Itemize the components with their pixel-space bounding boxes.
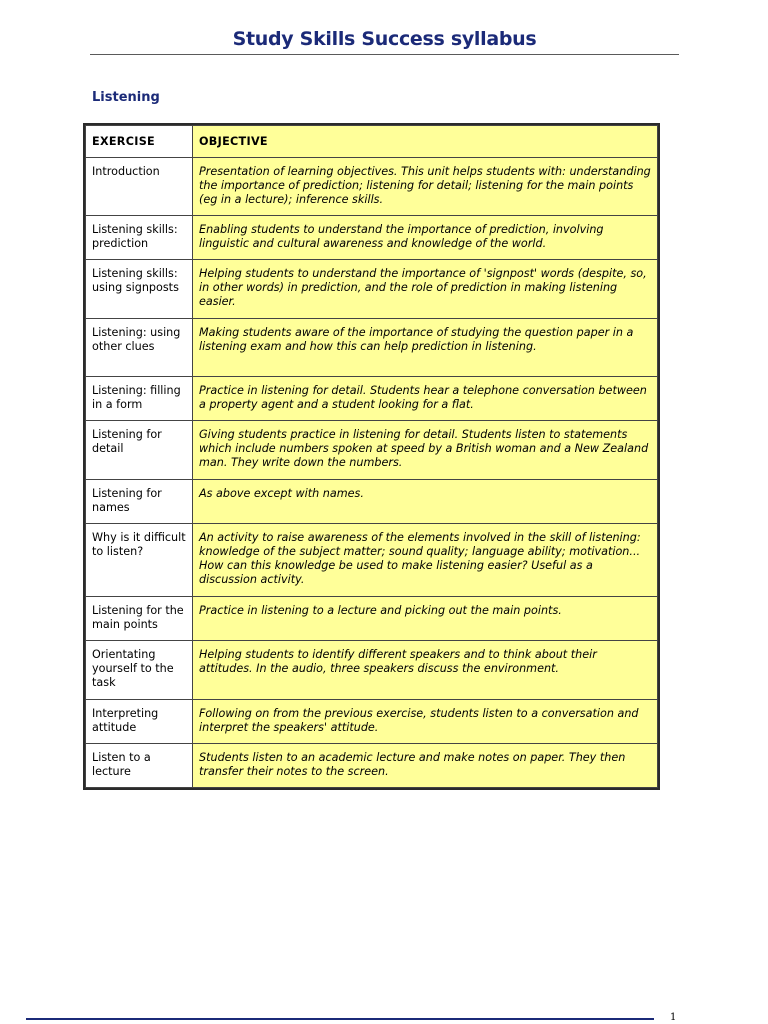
objective-cell: Students listen to an academic lecture and make notes on paper. They then transfer their notes to the screen. (193, 744, 658, 788)
exercise-cell: Introduction (86, 158, 193, 216)
objective-cell: Enabling students to understand the importance of prediction, involving linguistic and cultural awareness and knowledge of the world. (193, 216, 658, 260)
table-row (86, 641, 658, 700)
exercise-cell: Orientating yourself to the task (86, 641, 193, 700)
table-row (86, 421, 658, 480)
exercise-cell: Listening skills: using signposts (86, 260, 193, 319)
table-row (86, 260, 658, 319)
objective-cell: Making students aware of the importance of studying the question paper in a listening exam and how this can help prediction in listening. (193, 319, 658, 377)
objective-cell: Following on from the previous exercise, students listen to a conversation and interpret the speakers' attitude. (193, 700, 658, 744)
exercise-cell: Listening for the main points (86, 597, 193, 641)
objective-cell: Helping students to identify different speakers and to think about their attitudes. In the audio, three speakers discuss the environment. (193, 641, 658, 700)
objective-cell: Practice in listening to a lecture and picking out the main points. (193, 597, 658, 641)
exercise-cell: Why is it difficult to listen? (86, 524, 193, 597)
objective-cell: Giving students practice in listening for detail. Students listen to statements which include numbers spoken at speed by a British woman and a New Zealand man. They write down the numbers. (193, 421, 658, 480)
header-exercise: EXERCISE (86, 126, 193, 158)
objective-cell: Helping students to understand the importance of 'signpost' words (despite, so, in other words) in prediction, and the role of prediction in making listening easier. (193, 260, 658, 319)
table-header-row (86, 126, 658, 158)
objective-cell: Practice in listening for detail. Students hear a telephone conversation between a property agent and a student looking for a flat. (193, 377, 658, 421)
syllabus-table-frame (83, 123, 660, 790)
page-title: Study Skills Success syllabus (232, 28, 537, 50)
table-row (86, 744, 658, 788)
objective-cell: An activity to raise awareness of the elements involved in the skill of listening: knowledge of the subject matter; sound quality; language ability; motivation... How can this knowledge be used to make listening easier? Useful as a discussion activity. (193, 524, 658, 597)
exercise-cell: Listening for detail (86, 421, 193, 480)
table-row (86, 597, 658, 641)
table-row (86, 319, 658, 377)
section-heading: Listening (92, 90, 160, 105)
table-row (86, 700, 658, 744)
exercise-cell: Listening skills: prediction (86, 216, 193, 260)
exercise-cell: Listening: using other clues (86, 319, 193, 377)
table-row (86, 524, 658, 597)
table-row (86, 158, 658, 216)
table-row (86, 377, 658, 421)
exercise-cell: Listening for names (86, 480, 193, 524)
exercise-cell: Interpreting attitude (86, 700, 193, 744)
exercise-cell: Listening: filling in a form (86, 377, 193, 421)
table-row (86, 480, 658, 524)
footer-divider (26, 1018, 654, 1020)
objective-cell: As above except with names. (193, 480, 658, 524)
syllabus-table (85, 125, 658, 788)
page-number: 1 (670, 1012, 677, 1023)
exercise-cell: Listen to a lecture (86, 744, 193, 788)
header-objective: OBJECTIVE (193, 126, 658, 158)
objective-cell: Presentation of learning objectives. This unit helps students with: understanding the importance of prediction; listening for detail; listening for the main points (eg in a lecture); inference skills. (193, 158, 658, 216)
title-divider (90, 54, 679, 55)
table-row (86, 216, 658, 260)
